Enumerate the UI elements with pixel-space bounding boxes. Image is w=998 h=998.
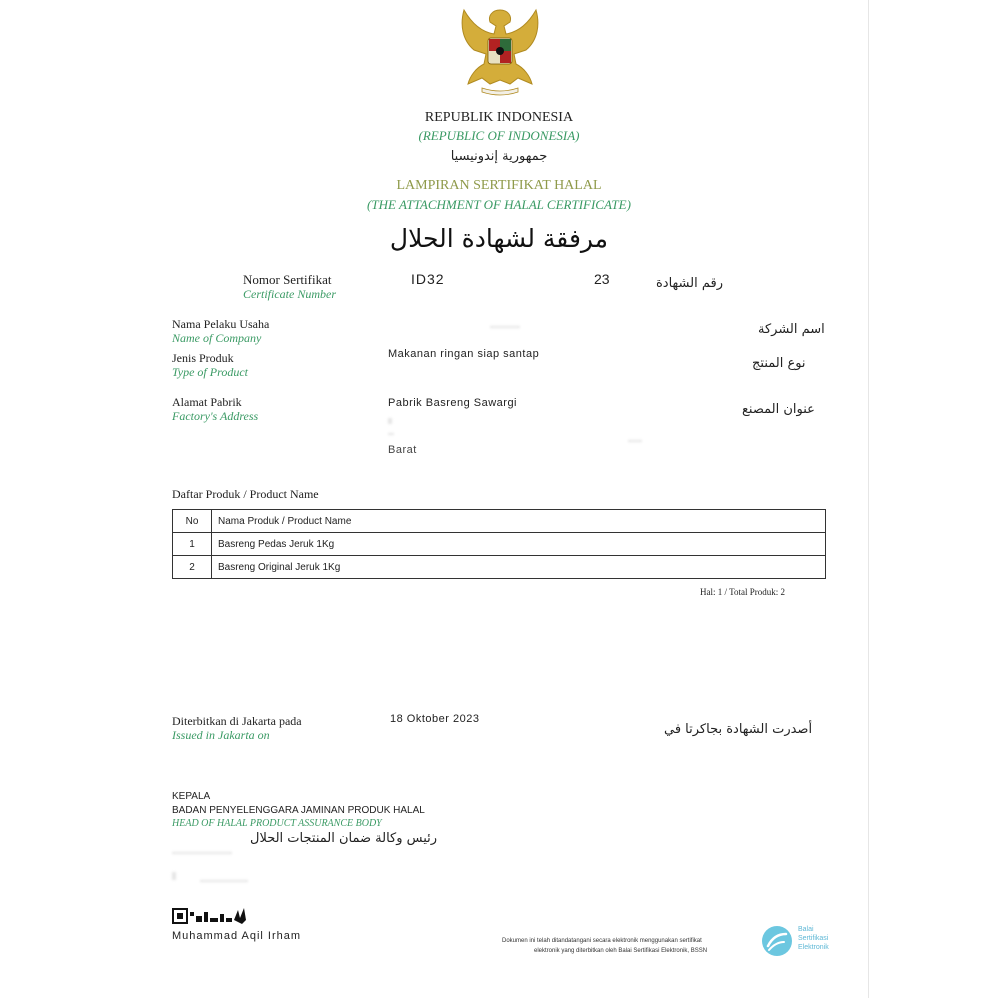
product-list-label: Daftar Produk / Product Name [172,487,319,501]
product-type-label-ar: نوع المنتج [752,356,806,371]
table-row [173,556,826,579]
signatory-agency-ar: رئيس وكالة ضمان المنتجات الحلال [250,831,438,846]
redacted-signature-area [172,872,176,880]
product-type-label: Jenis Produk [172,351,234,365]
product-type-value: Makanan ringan siap santap [388,348,540,360]
bsre-logo-text-2: Sertifikasi [798,935,829,942]
issued-label-ar: أصدرت الشهادة بجاكرتا في [664,722,813,737]
certificate-number-end: 23 [594,271,610,287]
country-title-en: (REPUBLIC OF INDONESIA) [418,128,580,143]
column-header-no: No [173,510,212,533]
country-title-ar: جمهورية إندونيسيا [450,149,548,164]
address-line-last: Barat [388,444,417,456]
product-type-label-en: Type of Product [172,365,248,379]
address-line-1: Pabrik Basreng Sawargi [388,397,518,409]
issued-date: 18 Oktober 2023 [390,713,480,725]
row-number: 2 [173,556,212,579]
redacted-company-name [490,326,520,328]
address-label: Alamat Pabrik [172,395,242,409]
certificate-number-label-ar: رقم الشهادة [656,276,723,291]
signatory-name: Muhammad Aqil Irham [172,930,302,942]
redacted-signature-area [200,880,248,882]
product-name: Basreng Original Jeruk 1Kg [212,556,826,579]
redacted-address-line [628,440,642,442]
issued-label: Diterbitkan di Jakarta pada [172,714,302,728]
product-name: Basreng Pedas Jeruk 1Kg [212,533,826,556]
address-label-ar: عنوان المصنع [742,402,815,417]
document-title-ar: مرفقة لشهادة الحلال [389,224,609,253]
certificate-number-start: ID32 [411,271,445,287]
company-label: Nama Pelaku Usaha [172,317,270,331]
bsre-logo-text-1: Balai [798,926,814,933]
column-header-product-name: Nama Produk / Product Name [212,510,826,533]
country-title: REPUBLIK INDONESIA [424,110,574,125]
certificate-number-label: Nomor Sertifikat [243,272,332,287]
table-row [173,533,826,556]
e-signature-note-line-1: Dokumen ini telah ditandatangani secara elektronik menggunakan sertifikat [502,938,702,944]
certificate-number-label-en: Certificate Number [243,287,336,301]
table-header-row [173,510,826,533]
garuda-emblem [452,4,548,96]
row-number: 1 [173,533,212,556]
redacted-signature-area [172,852,232,854]
company-label-en: Name of Company [172,331,262,345]
signatory-title: KEPALA [172,791,211,802]
document-title: LAMPIRAN SERTIFIKAT HALAL [396,178,602,193]
document-title-en: (THE ATTACHMENT OF HALAL CERTIFICATE) [367,197,631,212]
bsre-logo-text-3: Elektronik [798,944,829,951]
qr-code-icon [172,906,250,928]
signatory-agency: BADAN PENYELENGGARA JAMINAN PRODUK HALAL [172,805,425,816]
issued-label-en: Issued in Jakarta on [172,728,270,742]
address-label-en: Factory's Address [172,409,259,423]
redacted-address-line [388,433,394,435]
company-label-ar: اسم الشركة [758,322,825,337]
product-table [172,509,826,579]
page-info: Hal: 1 / Total Produk: 2 [700,587,785,597]
bsre-logo-icon [760,924,794,958]
e-signature-note-line-2: elektronik yang diterbitkan oleh Balai Sertifikasi Elektronik, BSSN [534,948,708,954]
redacted-address-line [388,418,392,424]
signatory-agency-en: HEAD OF HALAL PRODUCT ASSURANCE BODY [172,818,382,829]
